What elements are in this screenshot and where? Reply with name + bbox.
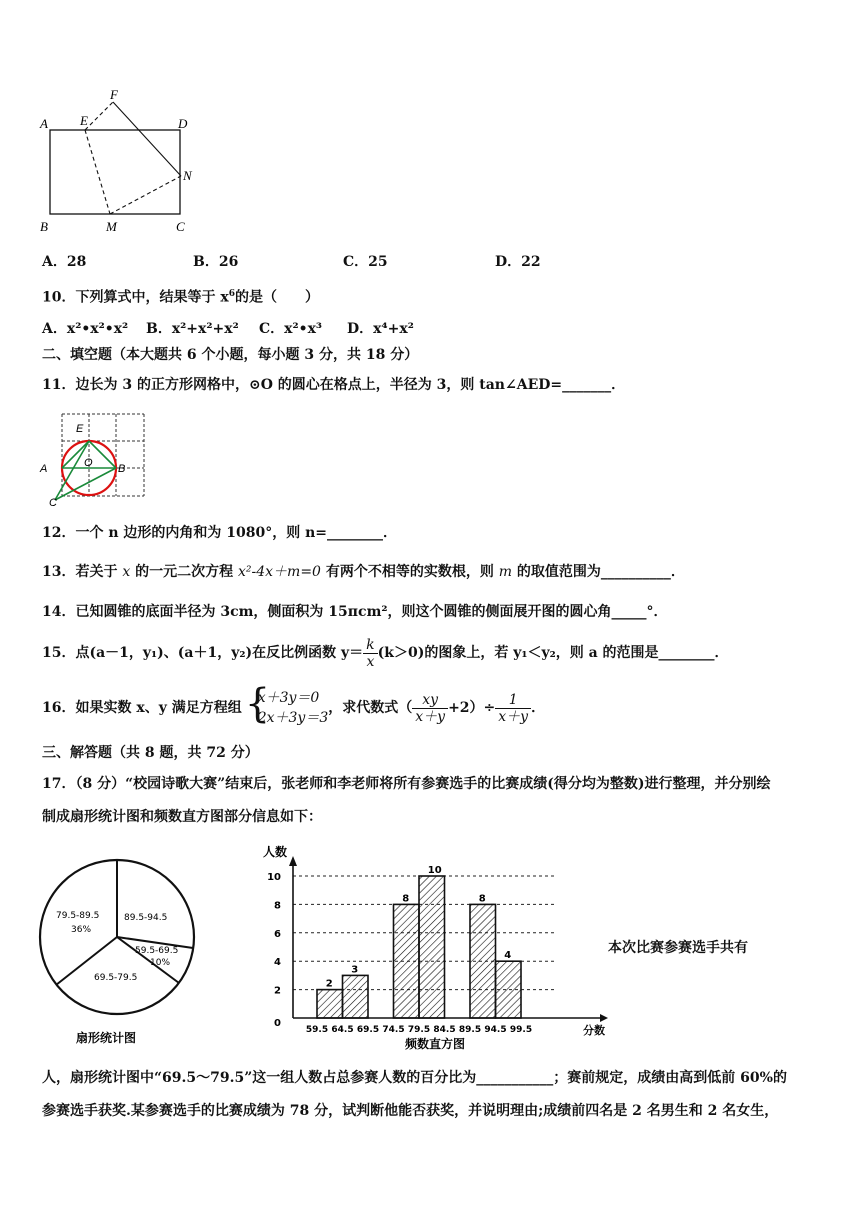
x-tick-label: 94.5 xyxy=(484,1025,507,1035)
label-N: N xyxy=(183,168,192,183)
label-O: O xyxy=(84,457,93,469)
x-axis-label: 分数 xyxy=(583,1024,605,1037)
y-tick-label: 6 xyxy=(274,928,281,940)
q13-text: 13．若关于 x 的一元二次方程 x²-4x＋m=0 有两个不相等的实数根，则 m 的取值范围为__________． xyxy=(42,564,685,580)
histogram-bar xyxy=(419,876,445,1018)
label-B: B xyxy=(118,463,126,475)
bar-value-label: 4 xyxy=(504,950,512,962)
label-A: A xyxy=(40,116,48,131)
histogram-bar xyxy=(343,975,369,1018)
pie-caption: 扇形统计图 xyxy=(76,1031,137,1045)
label-B: B xyxy=(40,219,48,234)
label-F: F xyxy=(110,88,118,102)
y-tick-label: 8 xyxy=(274,900,281,912)
x-tick-label: 79.5 xyxy=(407,1025,431,1035)
bar-value-label: 2 xyxy=(325,978,333,990)
pie-label-69-79: 69.5-79.5 xyxy=(94,973,138,983)
pie-label-79-89: 79.5-89.5 xyxy=(56,911,100,921)
bar-value-label: 3 xyxy=(351,964,359,976)
y-tick-label: 4 xyxy=(274,957,281,969)
q10-stem: 10．下列算式中，结果等于 $x^6$的是（ ） xyxy=(42,289,319,306)
x-axis-arrow xyxy=(600,1014,608,1022)
figure-grid-circle xyxy=(38,408,153,508)
pie-label-59-69: 59.5-69.5 xyxy=(135,946,179,956)
label-A: A xyxy=(40,463,48,475)
q10-option-c: C．x²•x³ xyxy=(259,321,323,337)
histogram-caption: 频数直方图 xyxy=(405,1037,466,1051)
y-tick-label: 0 xyxy=(274,1018,281,1029)
q17-line3: 人，扇形统计图中“69.5～79.5”这一组人数占总参赛人数的百分比为___________；赛前规定，成绩由高到低前 60%的 xyxy=(42,1070,787,1086)
figure-rectangle-fold xyxy=(38,88,213,238)
label-M: M xyxy=(106,219,117,234)
histogram-bar xyxy=(470,904,496,1018)
section-3-heading: 三、解答题（共 8 题，共 72 分） xyxy=(42,745,259,761)
pie-label-89-94: 89.5-94.5 xyxy=(124,913,168,923)
x-tick-label: 89.5 xyxy=(458,1025,482,1035)
q10-option-b: B．x²+x²+x² xyxy=(146,321,239,337)
q12-text: 12．一个 n 边形的内角和为 1080°，则 n=________． xyxy=(42,525,398,541)
histogram-chart xyxy=(255,838,615,1056)
y-tick-label: 10 xyxy=(267,872,281,883)
y-axis-arrow xyxy=(289,856,297,866)
bar-value-label: 10 xyxy=(427,865,442,876)
q16-text: 16．如果实数 x、y 满足方程组 { x＋3y＝0 2x＋3y＝3 ，求代数式（ $\frac{xy}{x+y}$ +2）÷ $\frac{1}{x+y}$ ． xyxy=(42,686,545,730)
q17-line4: 参赛选手获奖.某参赛选手的比赛成绩为 78 分，试判断他能否获奖，并说明理由;成绩前四名是 2 名男生和 2 名女生， xyxy=(42,1103,779,1119)
x-tick-label: 84.5 xyxy=(433,1025,456,1035)
pie-label-10pct: 10% xyxy=(150,958,171,968)
y-tick-label: 2 xyxy=(274,985,281,997)
x-tick-label: 59.5 xyxy=(305,1025,329,1035)
bar-value-label: 8 xyxy=(402,893,410,905)
label-D: D xyxy=(178,116,188,131)
q9-option-a: A．28 xyxy=(42,254,87,270)
pie-chart xyxy=(38,840,198,1050)
x-tick-label: 99.5 xyxy=(509,1025,533,1035)
bar-value-label: 8 xyxy=(478,893,486,905)
x-tick-label: 69.5 xyxy=(356,1025,380,1035)
q17-side-text: 本次比赛参赛选手共有 xyxy=(608,940,748,956)
q14-text: 14．已知圆锥的底面半径为 3cm，侧面积为 15πcm²，则这个圆锥的侧面展开图的圆心角_____°． xyxy=(42,604,668,620)
q9-option-d: D．22 xyxy=(495,254,541,270)
label-C: C xyxy=(49,497,57,508)
q15-text: 15．点(a－1，y₁)、(a＋1，y₂)在反比例函数 y＝ $\frac{k}{x}$ (k＞0)的图象上，若 y₁＜y₂，则 a 的范围是________． xyxy=(42,636,729,670)
x-tick-label: 74.5 xyxy=(382,1025,405,1035)
q11-text: 11．边长为 3 的正方形网格中，⊙O 的圆心在格点上，半径为 3，则 tan∠AED=_______． xyxy=(42,377,626,393)
q17-line1: 17．（8 分）“校园诗歌大赛”结束后，张老师和李老师将所有参赛选手的比赛成绩(得分均为整数)进行整理，并分别绘 xyxy=(42,776,771,792)
label-E: E xyxy=(80,113,88,128)
label-E: E xyxy=(76,423,84,435)
y-axis-label: 人数 xyxy=(263,845,288,859)
pie-label-36pct: 36% xyxy=(71,925,92,935)
q10-option-d: D．x⁴+x² xyxy=(347,321,414,337)
q17-line2: 制成扇形统计图和频数直方图部分信息如下： xyxy=(42,809,322,825)
histogram-bar xyxy=(317,990,343,1018)
q10-option-a: A．x²•x²•x² xyxy=(42,321,129,337)
q9-option-b: B．26 xyxy=(193,254,239,270)
x-tick-label: 64.5 xyxy=(331,1025,354,1035)
histogram-bar xyxy=(496,961,522,1018)
label-C: C xyxy=(176,219,185,234)
histogram-bar xyxy=(394,904,420,1018)
q9-option-c: C．25 xyxy=(343,254,388,270)
section-2-heading: 二、填空题（本大题共 6 个小题，每小题 3 分，共 18 分） xyxy=(42,347,419,363)
